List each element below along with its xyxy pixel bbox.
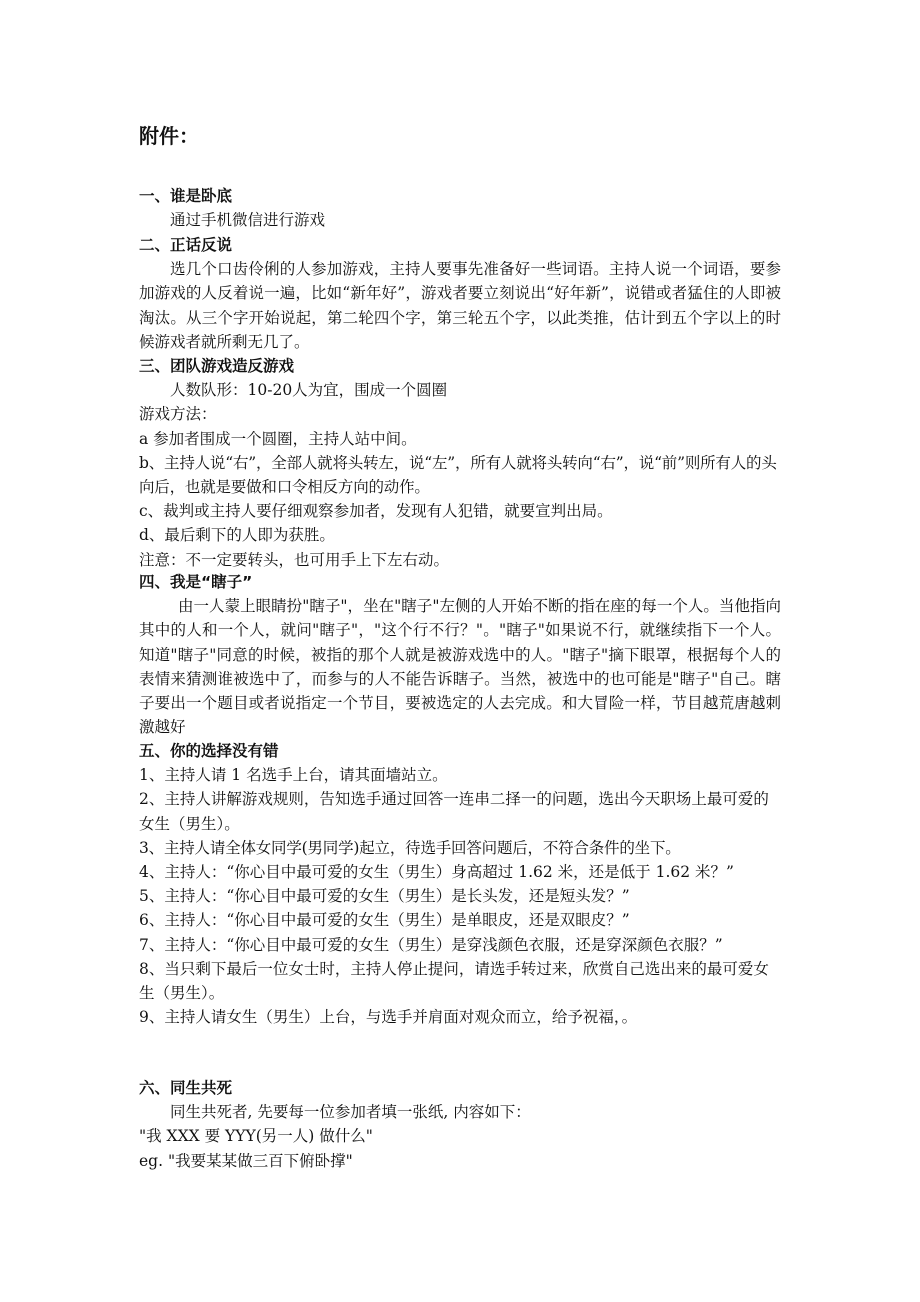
section-heading: 五、你的选择没有错 [139,742,279,760]
section-1 [139,184,781,232]
note: 注意：不一定要转头，也可用手上下左右动。 [139,550,450,569]
paragraph: 选几个口齿伶俐的人参加游戏，主持人要事先准备好一些词语。主持人说一个词语，要参加游戏的人反着说一遍，比如“新年好”，游戏者要立刻说出“好年新”，说错或者猛住的人即被淘汰。从三个字开始说起，第二轮四个字，第三轮五个字，以此类推，估计到五个字以上的时候游戏者就所剩无几了。 [139,260,781,351]
section-2 [139,233,781,354]
paragraph: "我 XXX 要 YYY(另一人) 做什么" [139,1127,373,1146]
page-title: 附件： [139,124,199,148]
list-item: 8、当只剩下最后一位女士时，主持人停止提问，请选手转过来，欣赏自己选出来的最可爱女生（男生）。 [139,959,769,1003]
section-heading: 六、同生共死 [139,1079,233,1097]
paragraph: 同生共死者, 先要每一位参加者填一张纸, 内容如下： [170,1103,531,1122]
section-heading: 四、我是“瞎子” [139,573,253,591]
list-item: 9、主持人请女生（男生）上台，与选手并肩面对观众而立，给予祝福，。 [139,1008,638,1027]
list-item: a 参加者围成一个圆圈，主持人站中间。 [139,429,417,448]
list-item: 3、主持人请全体女同学(男同学)起立，待选手回答问题后，不符合条件的坐下。 [139,838,681,857]
paragraph: 由一人蒙上眼睛扮"瞎子"，坐在"瞎子"左侧的人开始不断的指在座的每一个人。当他指向其中的人和一个人，就问"瞎子"，"这个行不行？"。"瞎子"如果说不行，就继续指下一个人。知道"瞎子"同意的时候，被指的那个人就是被游戏选中的人。"瞎子"摘下眼罩，根据每个人的表情来猜测谁被选中了，而参与的人不能告诉瞎子。当然，被选中的也可能是"瞎子"自己。瞎子要出一个题目或者说指定一个节目，要被选定的人去完成。和大冒险一样，节目越荒唐越刺激越好 [139,597,781,737]
paragraph: 游戏方法： [139,405,217,424]
list-item: 6、主持人：“你心目中最可爱的女生（男生）是单眼皮，还是双眼皮？” [139,911,630,930]
list-item: b、主持人说“右”，全部人就将头转左，说“左”，所有人就将头转向“右”，说“前”则所有人的头向后，也就是要做和口令相反方向的动作。 [139,453,777,497]
section-3 [139,354,781,572]
paragraph: eg. "我要某某做三百下俯卧撑" [139,1151,353,1170]
section-heading: 二、正话反说 [139,236,233,254]
list-item: d、最后剩下的人即为获胜。 [139,526,335,545]
list-item: 5、主持人：“你心目中最可爱的女生（男生）是长头发，还是短头发？” [139,887,630,906]
list-item: 4、主持人：“你心目中最可爱的女生（男生）身高超过 1.62 米，还是低于 1.62 米？” [139,863,734,882]
list-item: c、裁判或主持人要仔细观察参加者，发现有人犯错，就要宣判出局。 [139,502,613,521]
list-item: 7、主持人：“你心目中最可爱的女生（男生）是穿浅颜色衣服，还是穿深颜色衣服？” [139,935,723,954]
paragraph: 人数队形：10-20人为宜，围成一个圆圈 [170,381,448,400]
section-heading: 一、谁是卧底 [139,187,233,205]
section-6 [139,1076,781,1173]
list-item: 1、主持人请 1 名选手上台，请其面墙站立。 [139,766,448,785]
list-item: 2、主持人讲解游戏规则，告知选手通过回答一连串二择一的问题，选出今天职场上最可爱的女生（男生）。 [139,790,769,833]
section-5 [139,739,781,1029]
section-4 [139,570,781,739]
section-heading: 三、团队游戏造反游戏 [139,357,295,375]
paragraph: 通过手机微信进行游戏 [170,211,326,230]
